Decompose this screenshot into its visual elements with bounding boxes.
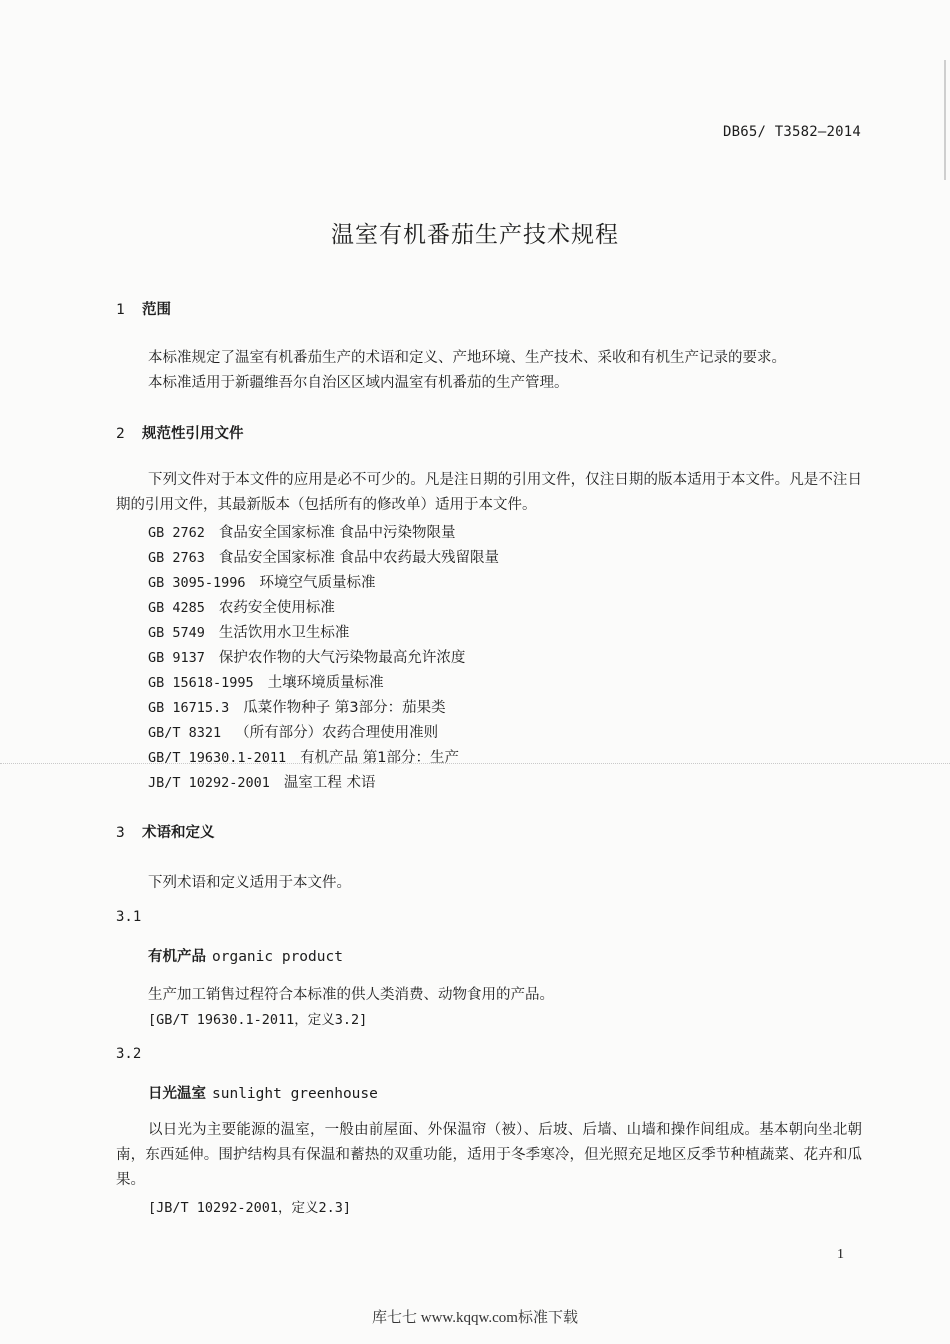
term-source: [JB/T 10292-2001，定义2.3] (148, 1200, 352, 1216)
reference-item (148, 596, 335, 617)
term-definition: 生产加工销售过程符合本标准的供人类消费、动物食用的产品。 (148, 987, 554, 1003)
section-title: 范围 (142, 302, 171, 318)
term-english: organic product (212, 949, 343, 965)
reference-title: （所有部分）农药合理使用准则 (235, 725, 439, 741)
term-number: 3.1 (116, 909, 142, 925)
reference-code: GB/T 8321 (148, 725, 222, 741)
section-1-paragraph-1: 本标准规定了温室有机番茄生产的术语和定义、产地环境、生产技术、采收和有机生产记录的要求。 (148, 350, 786, 366)
section-2-heading (116, 422, 244, 443)
reference-item (148, 696, 446, 717)
reference-title: 农药安全使用标准 (218, 600, 335, 616)
watermark-text: 库七七 www.kqqw.com标准下载 (372, 1310, 578, 1326)
section-1-paragraph-2: 本标准适用于新疆维吾尔自治区区域内温室有机番茄的生产管理。 (148, 375, 569, 391)
reference-code: GB 4285 (148, 600, 205, 616)
section-3-intro: 下列术语和定义适用于本文件。 (148, 875, 351, 891)
term-chinese: 有机产品 (148, 949, 206, 965)
reference-code: GB/T 19630.1-2011 (148, 750, 287, 766)
reference-code: GB 3095-1996 (148, 575, 246, 591)
reference-title: 食品安全国家标准 食品中农药最大残留限量 (218, 550, 500, 566)
reference-title: 生活饮用水卫生标准 (218, 625, 350, 641)
section-1-heading (116, 298, 171, 319)
page-number: 1 (837, 1247, 844, 1262)
reference-item (148, 671, 384, 692)
reference-title: 温室工程 术语 (283, 775, 376, 791)
document-code: DB65/ T3582—2014 (722, 124, 861, 140)
reference-code: GB 5749 (148, 625, 205, 641)
reference-code: GB 2763 (148, 550, 205, 566)
reference-code: GB 16715.3 (148, 700, 230, 716)
reference-title: 有机产品 第1部分：生产 (300, 750, 460, 766)
section-title: 术语和定义 (142, 825, 215, 841)
reference-code: GB 2762 (148, 525, 205, 541)
section-number: 2 (116, 426, 125, 442)
section-title: 规范性引用文件 (142, 426, 244, 442)
reference-code: JB/T 10292-2001 (148, 775, 270, 791)
reference-item (148, 521, 456, 542)
section-2-intro: 下列文件对于本文件的应用是必不可少的。凡是注日期的引用文件，仅注日期的版本适用于本文件。凡是不注日期的引用文件，其最新版本（包括所有的修改单）适用于本文件。 (116, 472, 862, 513)
reference-item (148, 771, 376, 792)
reference-code: GB 9137 (148, 650, 205, 666)
reference-title: 保护农作物的大气污染物最高允许浓度 (218, 650, 466, 666)
reference-item (148, 546, 499, 567)
scan-edge-mark (944, 60, 946, 180)
section-number: 1 (116, 302, 125, 318)
scan-artifact-line (0, 763, 950, 764)
term-source: [GB/T 19630.1-2011，定义3.2] (148, 1012, 368, 1028)
reference-title: 食品安全国家标准 食品中污染物限量 (218, 525, 456, 541)
reference-item (148, 621, 349, 642)
reference-title: 土壤环境质量标准 (267, 675, 384, 691)
document-title: 温室有机番茄生产技术规程 (331, 222, 619, 248)
term-heading (148, 945, 343, 966)
reference-title: 瓜菜作物种子 第3部分：茄果类 (243, 700, 446, 716)
term-number: 3.2 (116, 1046, 142, 1062)
reference-item (148, 646, 465, 667)
reference-item (148, 746, 459, 767)
term-english: sunlight greenhouse (212, 1086, 378, 1102)
reference-item (148, 721, 438, 742)
section-3-heading (116, 821, 215, 842)
term-definition: 以日光为主要能源的温室，一般由前屋面、外保温帘（被）、后坡、后墙、山墙和操作间组成。基本朝向坐北朝南，东西延伸。围护结构具有保温和蓄热的双重功能，适用于冬季寒冷，但光照充足地区反季节种植蔬菜、花卉和瓜果。 (116, 1122, 862, 1188)
reference-item (148, 571, 376, 592)
reference-code: GB 15618-1995 (148, 675, 254, 691)
term-heading (148, 1082, 378, 1103)
term-chinese: 日光温室 (148, 1086, 206, 1102)
section-number: 3 (116, 825, 125, 841)
reference-title: 环境空气质量标准 (259, 575, 376, 591)
